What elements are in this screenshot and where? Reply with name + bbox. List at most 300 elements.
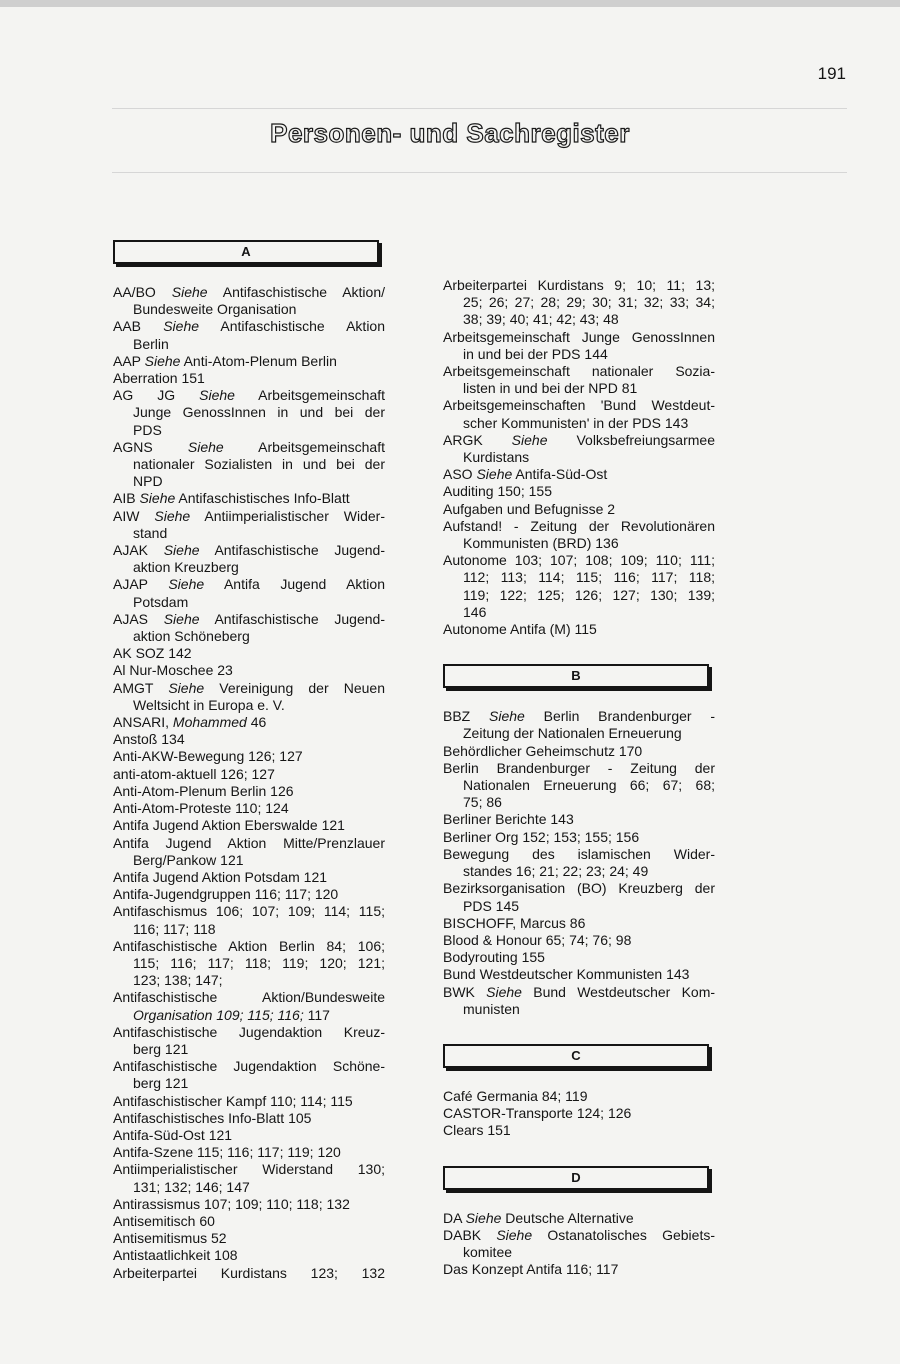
- index-entry-line: [443, 846, 715, 863]
- index-entry-line: [443, 949, 715, 966]
- entry-term: Das Konzept Antifa 116; 117: [443, 1261, 619, 1278]
- index-entry-line: [113, 576, 385, 593]
- entry-reference: 117: [307, 1006, 330, 1023]
- index-entry-line: [443, 898, 715, 915]
- index-entry: [443, 932, 715, 949]
- entry-term: DA: [443, 1209, 462, 1226]
- section-letter-box: D: [443, 1166, 709, 1190]
- index-entry: [113, 1093, 385, 1110]
- index-entry-line: [113, 731, 385, 748]
- index-entry-line: [443, 587, 715, 604]
- index-entry: [113, 542, 385, 576]
- siehe-reference: Siehe: [465, 1209, 502, 1226]
- index-entry-line: [113, 1127, 385, 1144]
- index-column-right: [443, 277, 715, 1278]
- entry-term: 115; 116; 117; 118; 119; 120; 121;: [133, 954, 385, 971]
- index-entry: [443, 760, 715, 812]
- page-title: Personen- und Sachregister: [270, 118, 630, 148]
- index-entry: [113, 938, 385, 990]
- index-entry-line: [113, 903, 385, 920]
- index-entry-line: [113, 284, 385, 301]
- index-entry-line: [443, 777, 715, 794]
- index-entry: [113, 353, 385, 370]
- siehe-reference: Siehe: [489, 708, 525, 725]
- index-entry-line: [113, 370, 385, 387]
- index-entry-line: [443, 294, 715, 311]
- index-entry-line: [443, 1001, 715, 1018]
- entry-term: AG JG: [113, 387, 176, 404]
- index-entry: [113, 645, 385, 662]
- entry-term: Antiimperialistischer Widerstand 130;: [113, 1161, 385, 1178]
- index-entry: [113, 1127, 385, 1144]
- entry-term: 112; 113; 114; 115; 116; 117; 118;: [463, 569, 715, 586]
- index-entry-line: [443, 483, 715, 500]
- index-entry-line: [113, 422, 385, 439]
- index-entry: [113, 1196, 385, 1213]
- entry-term: Autonome 103; 107; 108; 109; 110; 111;: [443, 552, 715, 569]
- index-entry-line: [113, 336, 385, 353]
- entry-term: Bundesweite Organisation: [133, 301, 297, 318]
- index-entry: [113, 1265, 385, 1282]
- entry-term: Al Nur-Moschee 23: [113, 662, 233, 679]
- siehe-reference: Siehe: [163, 318, 200, 335]
- entry-term: Bund Westdeutscher Kommunisten 143: [443, 966, 690, 983]
- index-entry-line: [113, 1058, 385, 1075]
- page-number: 191: [817, 64, 846, 83]
- index-entry: [443, 501, 715, 518]
- entry-term: Antifaschistische Jugendaktion Schöne-: [113, 1058, 385, 1075]
- index-entry-line: [113, 852, 385, 869]
- index-entry-line: [113, 989, 385, 1006]
- entry-term: Kommunisten (BRD) 136: [463, 535, 619, 552]
- entry-term: 38; 39; 40; 41; 42; 43; 48: [463, 311, 619, 328]
- index-entry-line: [113, 1093, 385, 1110]
- index-entry: [113, 748, 385, 765]
- index-entry-line: [113, 1041, 385, 1058]
- entry-term: BBZ: [443, 708, 471, 725]
- index-entry-line: [113, 955, 385, 972]
- index-entry-line: [443, 984, 715, 1001]
- entry-term: Bodyrouting 155: [443, 949, 545, 966]
- entry-reference: Antifa Jugend Aktion: [223, 576, 385, 593]
- index-entry-line: [113, 525, 385, 542]
- entry-term: AMGT: [113, 679, 154, 696]
- index-entry: [113, 869, 385, 886]
- entry-term: DABK: [443, 1226, 482, 1243]
- index-entry: [113, 1213, 385, 1230]
- index-entry: [113, 989, 385, 1023]
- entry-term: Antisemitisch 60: [113, 1212, 215, 1229]
- index-entry: [113, 508, 385, 542]
- index-entry-line: [443, 501, 715, 518]
- entry-reference: Antifaschistische Jugend-: [214, 542, 385, 559]
- siehe-reference: Siehe: [144, 352, 181, 369]
- index-entry-line: [443, 432, 715, 449]
- entry-term: nationaler Sozialisten in und bei der: [133, 456, 385, 473]
- index-entry: [113, 576, 385, 610]
- siehe-reference: Siehe: [168, 679, 205, 696]
- entry-term: anti-atom-aktuell 126; 127: [113, 765, 275, 782]
- index-entry-line: [113, 662, 385, 679]
- index-entry-line: [443, 363, 715, 380]
- entry-term: 75; 86: [463, 794, 502, 811]
- entry-term: 146: [463, 603, 487, 620]
- entry-reference: Anti-Atom-Plenum Berlin: [183, 352, 337, 369]
- entry-term: 131; 132; 146; 147: [133, 1178, 250, 1195]
- index-entry: [443, 1088, 715, 1105]
- section-letter-box: A: [113, 240, 379, 264]
- index-entry-line: [443, 552, 715, 569]
- index-entry: [443, 1210, 715, 1227]
- index-entry-line: [443, 329, 715, 346]
- index-entry-line: [113, 1265, 385, 1282]
- entry-term: Behördlicher Geheimschutz 170: [443, 742, 643, 759]
- entry-term: berg 121: [133, 1040, 189, 1057]
- entry-term: AK SOZ 142: [113, 645, 192, 662]
- entry-term: Arbeiterpartei Kurdistans 123; 132: [113, 1264, 385, 1281]
- index-entry: [443, 846, 715, 880]
- index-entry-line: [113, 766, 385, 783]
- index-entry-line: [113, 800, 385, 817]
- index-entry-line: [113, 1196, 385, 1213]
- index-entry: [113, 387, 385, 439]
- index-entry: [113, 835, 385, 869]
- entry-term: Potsdam: [133, 593, 189, 610]
- index-entry: [113, 817, 385, 834]
- entry-term: Antistaatlichkeit 108: [113, 1247, 238, 1264]
- entry-term: AJAK: [113, 542, 149, 559]
- index-entry: [113, 318, 385, 352]
- entry-term: Antisemitismus 52: [113, 1230, 227, 1247]
- entry-term: Kurdistans: [463, 449, 530, 466]
- entry-term: Antifa Jugend Aktion Eberswalde 121: [113, 817, 345, 834]
- index-entry-line: [443, 277, 715, 294]
- entry-term: Blood & Honour 65; 74; 76; 98: [443, 931, 632, 948]
- index-entry-line: [113, 473, 385, 490]
- index-entry-line: [443, 449, 715, 466]
- index-entry-line: [113, 1161, 385, 1178]
- entry-term: PDS: [133, 421, 162, 438]
- entry-term: Weltsicht in Europa e. V.: [133, 696, 285, 713]
- siehe-reference: Siehe: [486, 983, 522, 1000]
- index-entry-line: [443, 760, 715, 777]
- entry-term: BWK: [443, 983, 475, 1000]
- entry-italic-text: Organisation 109; 115; 116;: [133, 1006, 304, 1023]
- index-entry: [113, 783, 385, 800]
- index-entry: [113, 714, 385, 731]
- index-entry-line: [443, 915, 715, 932]
- siehe-reference: Siehe: [476, 466, 513, 483]
- entry-term: Antifa-Jugendgruppen 116; 117; 120: [113, 886, 339, 903]
- entry-term: listen in und bei der NPD 81: [463, 380, 638, 397]
- siehe-reference: Siehe: [199, 387, 235, 404]
- index-entry: [443, 483, 715, 500]
- index-entry-line: [113, 404, 385, 421]
- entry-term: Anti-Atom-Proteste 110; 124: [113, 800, 289, 817]
- index-entry-line: [443, 1227, 715, 1244]
- entry-term: berg 121: [133, 1075, 189, 1092]
- index-entry-line: [443, 518, 715, 535]
- entry-reference: Ostanatolisches Gebiets-: [547, 1226, 716, 1243]
- index-entry-line: [443, 966, 715, 983]
- entry-reference: Arbeitsgemeinschaft: [258, 387, 386, 404]
- entry-reference: Arbeitsgemeinschaft: [258, 438, 385, 455]
- index-entry-line: [443, 535, 715, 552]
- index-entry: [113, 1058, 385, 1092]
- entry-term: Bezirksorganisation (BO) Kreuzberg der: [443, 880, 715, 897]
- siehe-reference: Siehe: [154, 507, 191, 524]
- index-entry-line: [443, 743, 715, 760]
- entry-term: stand: [133, 524, 168, 541]
- index-entry-line: [113, 817, 385, 834]
- index-entry-line: [113, 542, 385, 559]
- entry-term: Clears 151: [443, 1122, 511, 1139]
- index-entry: [443, 949, 715, 966]
- index-entry-line: [443, 932, 715, 949]
- index-entry-line: [443, 1088, 715, 1105]
- index-entry: [443, 621, 715, 638]
- entry-term: 25; 26; 27; 28; 29; 30; 31; 32; 33; 34;: [463, 294, 715, 311]
- entry-term: in und bei der PDS 144: [463, 345, 608, 362]
- index-entry: [113, 1230, 385, 1247]
- entry-term: Café Germania 84; 119: [443, 1087, 588, 1104]
- entry-term: Berlin: [133, 335, 169, 352]
- index-entry-line: [113, 697, 385, 714]
- siehe-reference: Siehe: [163, 542, 200, 559]
- entry-term: munisten: [463, 1000, 520, 1017]
- entry-term: ASO: [443, 466, 473, 483]
- header-rule-top: [112, 108, 847, 109]
- entry-term: ARGK: [443, 431, 483, 448]
- index-entry: [443, 984, 715, 1018]
- entry-term: PDS 145: [463, 897, 520, 914]
- index-entry: [113, 1024, 385, 1058]
- index-entry: [443, 277, 715, 329]
- index-entry-line: [113, 938, 385, 955]
- entry-term: NPD: [133, 473, 163, 490]
- entry-term: Anti-Atom-Plenum Berlin 126: [113, 782, 294, 799]
- entry-reference: Volksbefreiungsarmee: [576, 431, 715, 448]
- entry-italic-text: Mohammed: [172, 714, 247, 731]
- entry-term: AGNS: [113, 438, 153, 455]
- index-entry: [113, 284, 385, 318]
- index-entry-line: [113, 1075, 385, 1092]
- entry-term: AIB: [113, 490, 136, 507]
- entry-term: Anstoß 134: [113, 731, 185, 748]
- entry-term: Aberration 151: [113, 370, 205, 387]
- index-entry-line: [443, 466, 715, 483]
- index-entry-line: [443, 380, 715, 397]
- index-entry: [113, 731, 385, 748]
- entry-term: Antifaschistisches Info-Blatt 105: [113, 1109, 312, 1126]
- index-entry-line: [443, 1244, 715, 1261]
- index-entry-line: [443, 794, 715, 811]
- entry-term: AJAS: [113, 610, 149, 627]
- index-entry-line: [443, 1122, 715, 1139]
- index-entry: [443, 1227, 715, 1261]
- entry-term: BISCHOFF, Marcus 86: [443, 914, 586, 931]
- entry-term: Bewegung des islamischen Wider-: [443, 845, 715, 862]
- index-entry-line: [113, 628, 385, 645]
- index-entry-line: [443, 621, 715, 638]
- siehe-reference: Siehe: [187, 438, 224, 455]
- index-entry: [443, 880, 715, 914]
- index-entry: [443, 1105, 715, 1122]
- index-entry: [443, 363, 715, 397]
- entry-reference: Bund Westdeutscher Kom-: [533, 983, 716, 1000]
- entry-reference: Deutsche Alternative: [505, 1209, 634, 1226]
- entry-term: standes 16; 21; 22; 23; 24; 49: [463, 863, 649, 880]
- entry-reference: Antifaschistisches Info-Blatt: [178, 490, 350, 507]
- entry-term: Arbeitsgemeinschaften 'Bund Westdeut-: [443, 397, 715, 414]
- entry-term: Anti-AKW-Bewegung 126; 127: [113, 748, 303, 765]
- index-entry-line: [113, 387, 385, 404]
- entry-reference: Antifaschistische Aktion/: [222, 284, 385, 300]
- entry-term: Arbeitsgemeinschaft nationaler Sozia-: [443, 363, 715, 380]
- entry-term: scher Kommunisten' in der PDS 143: [463, 414, 689, 431]
- siehe-reference: Siehe: [511, 431, 548, 448]
- index-entry-line: [113, 301, 385, 318]
- index-entry-line: [113, 645, 385, 662]
- entry-term: AIW: [113, 507, 140, 524]
- section-letter-box: C: [443, 1044, 709, 1068]
- index-entry: [443, 397, 715, 431]
- entry-term: Arbeitsgemeinschaft Junge GenossInnen: [443, 328, 715, 345]
- entry-term: Aufgaben und Befugnisse 2: [443, 500, 616, 517]
- index-entry-line: [113, 748, 385, 765]
- header-rule-bottom: [112, 172, 847, 173]
- entry-reference: Antifaschistische Jugend-: [214, 610, 385, 627]
- entry-term: Antifa Jugend Aktion Potsdam 121: [113, 868, 328, 885]
- index-entry-line: [443, 397, 715, 414]
- siehe-reference: Siehe: [168, 576, 205, 593]
- index-entry-line: [443, 708, 715, 725]
- entry-term: komitee: [463, 1243, 513, 1260]
- entry-reference: Antifa-Süd-Ost: [515, 466, 608, 483]
- index-entry-line: [113, 1110, 385, 1127]
- index-entry: [113, 1247, 385, 1264]
- index-entry-line: [113, 783, 385, 800]
- index-entry: [113, 370, 385, 387]
- index-entry-line: [443, 1261, 715, 1278]
- index-entry-line: [113, 439, 385, 456]
- index-entry: [443, 518, 715, 552]
- entry-term: 119; 122; 125; 126; 127; 130; 139;: [463, 586, 715, 603]
- index-entry: [443, 432, 715, 466]
- index-entry: [443, 811, 715, 828]
- index-entry-line: [113, 508, 385, 525]
- index-entry-line: [443, 880, 715, 897]
- index-entry-line: [113, 611, 385, 628]
- index-entry: [443, 1122, 715, 1139]
- index-entry-line: [113, 921, 385, 938]
- index-entry: [443, 552, 715, 621]
- index-entry: [113, 800, 385, 817]
- entry-reference: Antifaschistische Aktion: [220, 318, 386, 335]
- index-entry-line: [443, 311, 715, 328]
- entry-term: Antirassismus 107; 109; 110; 118; 132: [113, 1195, 350, 1212]
- index-entry-line: [113, 972, 385, 989]
- index-column-left: [113, 240, 385, 1282]
- index-entry: [113, 1110, 385, 1127]
- entry-term: Antifaschistische Aktion/Bundesweite: [113, 989, 385, 1006]
- index-entry-line: [113, 456, 385, 473]
- index-entry-line: [443, 863, 715, 880]
- index-entry: [443, 329, 715, 363]
- index-entry: [113, 439, 385, 491]
- index-entry: [443, 915, 715, 932]
- index-entry: [113, 490, 385, 507]
- index-entry: [113, 680, 385, 714]
- index-entry-line: [113, 1247, 385, 1264]
- index-entry-line: [443, 725, 715, 742]
- entry-term: Arbeiterpartei Kurdistans 9; 10; 11; 13;: [443, 277, 715, 293]
- index-entry-line: [113, 559, 385, 576]
- index-entry-line: [113, 353, 385, 370]
- siehe-reference: Siehe: [496, 1226, 533, 1243]
- index-entry: [113, 766, 385, 783]
- entry-reference: Antiimperialistischer Wider-: [204, 507, 386, 524]
- index-entry: [113, 903, 385, 937]
- index-entry-line: [113, 594, 385, 611]
- entry-term: AJAP: [113, 576, 148, 593]
- index-entry-line: [443, 415, 715, 432]
- entry-term: Antifa-Süd-Ost 121: [113, 1126, 233, 1143]
- index-entry-line: [113, 1213, 385, 1230]
- index-entry-line: [113, 1230, 385, 1247]
- index-entry-line: [113, 1144, 385, 1161]
- index-entry: [443, 966, 715, 983]
- entry-term: Aufstand! - Zeitung der Revolutionären: [443, 517, 715, 534]
- entry-term: 123; 138; 147;: [133, 972, 223, 989]
- index-entry: [443, 829, 715, 846]
- entry-reference: Berlin Brandenburger -: [543, 708, 716, 725]
- index-entry-line: [113, 490, 385, 507]
- index-entry-line: [113, 1179, 385, 1196]
- index-entry: [113, 1144, 385, 1161]
- index-entry-line: [443, 346, 715, 363]
- entry-term: Antifaschismus 106; 107; 109; 114; 115;: [113, 903, 385, 920]
- entry-term: 116; 117; 118: [133, 920, 216, 937]
- entry-term: Antifaschistischer Kampf 110; 114; 115: [113, 1092, 353, 1109]
- index-entry: [113, 662, 385, 679]
- entry-term: AAB: [113, 318, 142, 335]
- index-entry-line: [113, 318, 385, 335]
- entry-term: Junge GenossInnen in und bei der: [133, 404, 385, 421]
- entry-term: CASTOR-Transporte 124; 126: [443, 1105, 632, 1122]
- entry-term: AA/BO: [113, 284, 156, 300]
- entry-term: Antifa Jugend Aktion Mitte/Prenzlauer: [113, 834, 385, 851]
- index-entry: [113, 886, 385, 903]
- index-entry-line: [443, 569, 715, 586]
- entry-term: Antifa-Szene 115; 116; 117; 119; 120: [113, 1144, 341, 1161]
- index-entry-line: [443, 829, 715, 846]
- index-entry: [443, 1261, 715, 1278]
- index-entry-line: [443, 1210, 715, 1227]
- entry-term: Antifaschistische Aktion Berlin 84; 106;: [113, 937, 385, 954]
- entry-term: aktion Kreuzberg: [133, 559, 239, 576]
- index-entry-line: [113, 835, 385, 852]
- entry-term: aktion Schöneberg: [133, 628, 250, 645]
- entry-reference: 46: [250, 714, 267, 731]
- entry-term: Berliner Org 152; 153; 155; 156: [443, 828, 640, 845]
- siehe-reference: Siehe: [139, 490, 176, 507]
- entry-term: Antifaschistische Jugendaktion Kreuz-: [113, 1023, 385, 1040]
- entry-reference: Vereinigung der Neuen: [219, 679, 386, 696]
- index-entry-line: [113, 886, 385, 903]
- index-entry: [113, 1161, 385, 1195]
- index-entry-line: [113, 1007, 385, 1024]
